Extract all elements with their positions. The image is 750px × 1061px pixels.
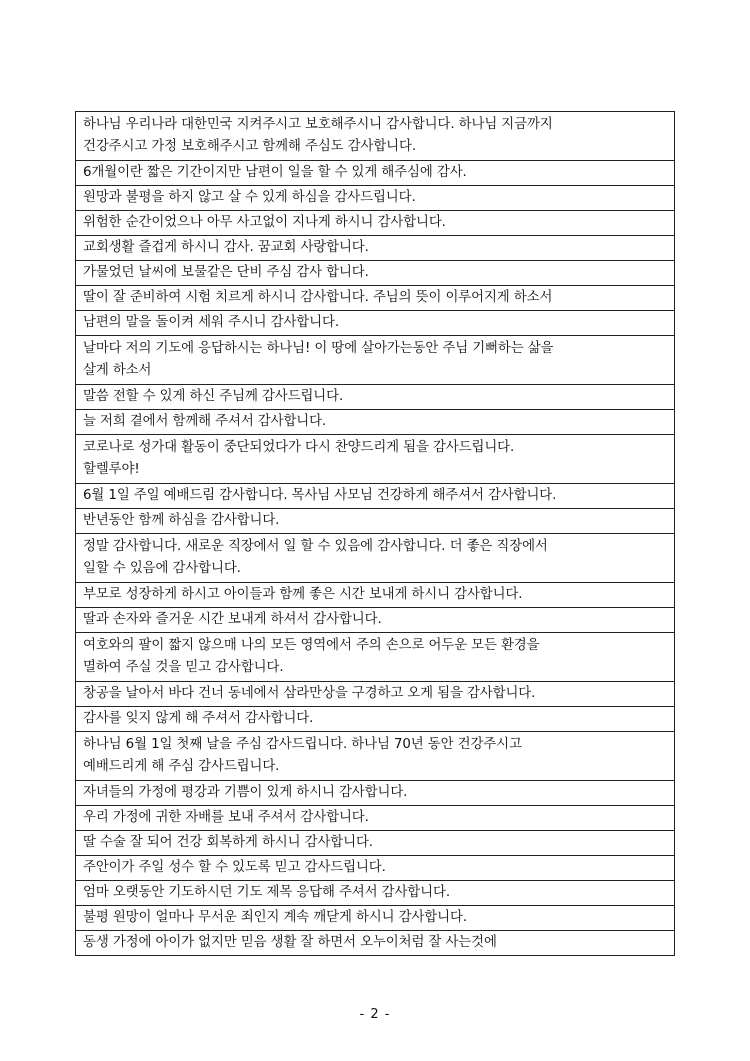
entry-text-line: 살게 하소서 <box>83 363 152 378</box>
table-row <box>76 806 675 831</box>
entry-text-line: 할렐루야! <box>83 462 140 477</box>
entry-cell <box>76 186 675 211</box>
entry-cell <box>76 806 675 831</box>
table-row <box>76 211 675 236</box>
page-number: - 2 - <box>359 1007 391 1022</box>
table-row <box>76 707 675 732</box>
table-row <box>76 682 675 707</box>
entry-cell <box>76 931 675 956</box>
entry-text-line: 딸 수술 잘 되어 건강 회복하게 하시니 감사합니다. <box>83 835 373 850</box>
table-row <box>76 385 675 410</box>
table-row <box>76 336 675 385</box>
entry-cell <box>76 211 675 236</box>
entry-text-line: 정말 감사합니다. 새로운 직장에서 일 할 수 있음에 감사합니다. 더 좋은 직장에서 <box>83 539 548 554</box>
entry-cell <box>76 112 675 161</box>
entry-text-line: 말씀 전할 수 있게 하신 주님께 감사드립니다. <box>83 389 344 404</box>
entry-text-line: 가물었던 날씨에 보물같은 단비 주심 감사 합니다. <box>83 265 369 280</box>
table-row <box>76 286 675 311</box>
entry-cell <box>76 707 675 732</box>
entry-text-line: 남편의 말을 돌이켜 세워 주시니 감사합니다. <box>83 315 339 330</box>
table-row <box>76 831 675 856</box>
entry-cell <box>76 509 675 534</box>
entry-cell <box>76 906 675 931</box>
entry-text-line: 자녀들의 가정에 평강과 기쁨이 있게 하시니 감사합니다. <box>83 785 408 800</box>
entry-cell <box>76 435 675 484</box>
entry-text-line: 창공을 날아서 바다 건너 동네에서 삼라만상을 구경하고 오게 됨을 감사합니다. <box>83 686 536 701</box>
entry-cell <box>76 781 675 806</box>
entry-text-line: 감사를 잊지 않게 해 주셔서 감사합니다. <box>83 711 314 726</box>
entry-cell <box>76 410 675 435</box>
table-row <box>76 484 675 509</box>
entry-text-line: 부모로 성장하게 하시고 아이들과 함께 좋은 시간 보내게 하시니 감사합니다. <box>83 587 523 602</box>
entry-cell <box>76 311 675 336</box>
entry-text-line: 하나님 우리나라 대한민국 지켜주시고 보호해주시니 감사합니다. 하나님 지금까지 <box>83 117 553 132</box>
entry-cell <box>76 336 675 385</box>
entry-text-line: 엄마 오랫동안 기도하시던 기도 제목 응답해 주셔서 감사합니다. <box>83 885 450 900</box>
entry-text-line: 교회생활 즐겁게 하시니 감사. 꿈교회 사랑합니다. <box>83 240 369 255</box>
thanksgiving-table-body <box>76 112 675 956</box>
entry-text-line: 위험한 순간이었으나 아무 사고없이 지나게 하시니 감사합니다. <box>83 215 446 230</box>
table-row <box>76 311 675 336</box>
entry-text-line: 딸이 잘 준비하여 시험 치르게 하시니 감사합니다. 주님의 뜻이 이루어지게 하소서 <box>83 290 553 305</box>
table-row <box>76 732 675 781</box>
entry-cell <box>76 633 675 682</box>
table-row <box>76 261 675 286</box>
table-row <box>76 509 675 534</box>
entry-text-line: 멸하여 주실 것을 믿고 감사합니다. <box>83 660 284 675</box>
entry-cell <box>76 682 675 707</box>
entry-text-line: 6개월이란 짧은 기간이지만 남편이 일을 할 수 있게 해주심에 감사. <box>83 165 467 180</box>
entry-text-line: 코로나로 성가대 활동이 중단되었다가 다시 찬양드리게 됨을 감사드립니다. <box>83 440 515 455</box>
table-row <box>76 236 675 261</box>
table-row <box>76 583 675 608</box>
table-row <box>76 435 675 484</box>
entry-cell <box>76 161 675 186</box>
table-row <box>76 931 675 956</box>
entry-cell <box>76 583 675 608</box>
table-row <box>76 534 675 583</box>
entry-cell <box>76 831 675 856</box>
entry-cell <box>76 385 675 410</box>
table-row <box>76 112 675 161</box>
table-row <box>76 906 675 931</box>
entry-cell <box>76 732 675 781</box>
table-row <box>76 856 675 881</box>
entry-text-line: 주안이가 주일 성수 할 수 있도록 믿고 감사드립니다. <box>83 860 386 875</box>
entry-text-line: 동생 가정에 아이가 없지만 믿음 생활 잘 하면서 오누이처럼 잘 사는것에 <box>83 935 497 950</box>
table-row <box>76 633 675 682</box>
entry-text-line: 하나님 6월 1일 첫째 날을 주심 감사드립니다. 하나님 70년 동안 건강주시고 <box>83 737 522 752</box>
entry-text-line: 원망과 불평을 하지 않고 살 수 있게 하심을 감사드립니다. <box>83 190 416 205</box>
table-row <box>76 410 675 435</box>
entry-cell <box>76 236 675 261</box>
entry-text-line: 우리 가정에 귀한 자배를 보내 주셔서 감사합니다. <box>83 810 369 825</box>
entry-cell <box>76 856 675 881</box>
entry-cell <box>76 881 675 906</box>
entry-text-line: 날마다 저의 기도에 응답하시는 하나님! 이 땅에 살아가는동안 주님 기뻐하는 삶을 <box>83 341 554 356</box>
entry-text-line: 늘 저희 곁에서 함께해 주셔서 감사합니다. <box>83 414 327 429</box>
table-row <box>76 161 675 186</box>
entry-cell <box>76 484 675 509</box>
table-row <box>76 608 675 633</box>
entry-text-line: 예배드리게 해 주심 감사드립니다. <box>83 759 280 774</box>
entry-text-line: 불평 원망이 얼마나 무서운 죄인지 계속 깨닫게 하시니 감사합니다. <box>83 910 467 925</box>
thanksgiving-table <box>75 111 675 956</box>
entry-text-line: 딸과 손자와 즐거운 시간 보내게 하셔서 감사합니다. <box>83 612 382 627</box>
entry-text-line: 건강주시고 가정 보호해주시고 함께해 주심도 감사합니다. <box>83 139 416 154</box>
table-row <box>76 881 675 906</box>
entry-text-line: 6월 1일 주일 예배드림 감사합니다. 목사님 사모님 건강하게 해주셔서 감사합니다. <box>83 488 557 503</box>
entry-cell <box>76 608 675 633</box>
entry-cell <box>76 261 675 286</box>
entry-text-line: 반년동안 함께 하심을 감사합니다. <box>83 513 280 528</box>
table-row <box>76 781 675 806</box>
entry-text-line: 여호와의 팔이 짧지 않으매 나의 모든 영역에서 주의 손으로 어두운 모든 환경을 <box>83 638 540 653</box>
table-row <box>76 186 675 211</box>
entry-cell <box>76 286 675 311</box>
entry-cell <box>76 534 675 583</box>
entry-text-line: 일할 수 있음에 감사합니다. <box>83 561 241 576</box>
